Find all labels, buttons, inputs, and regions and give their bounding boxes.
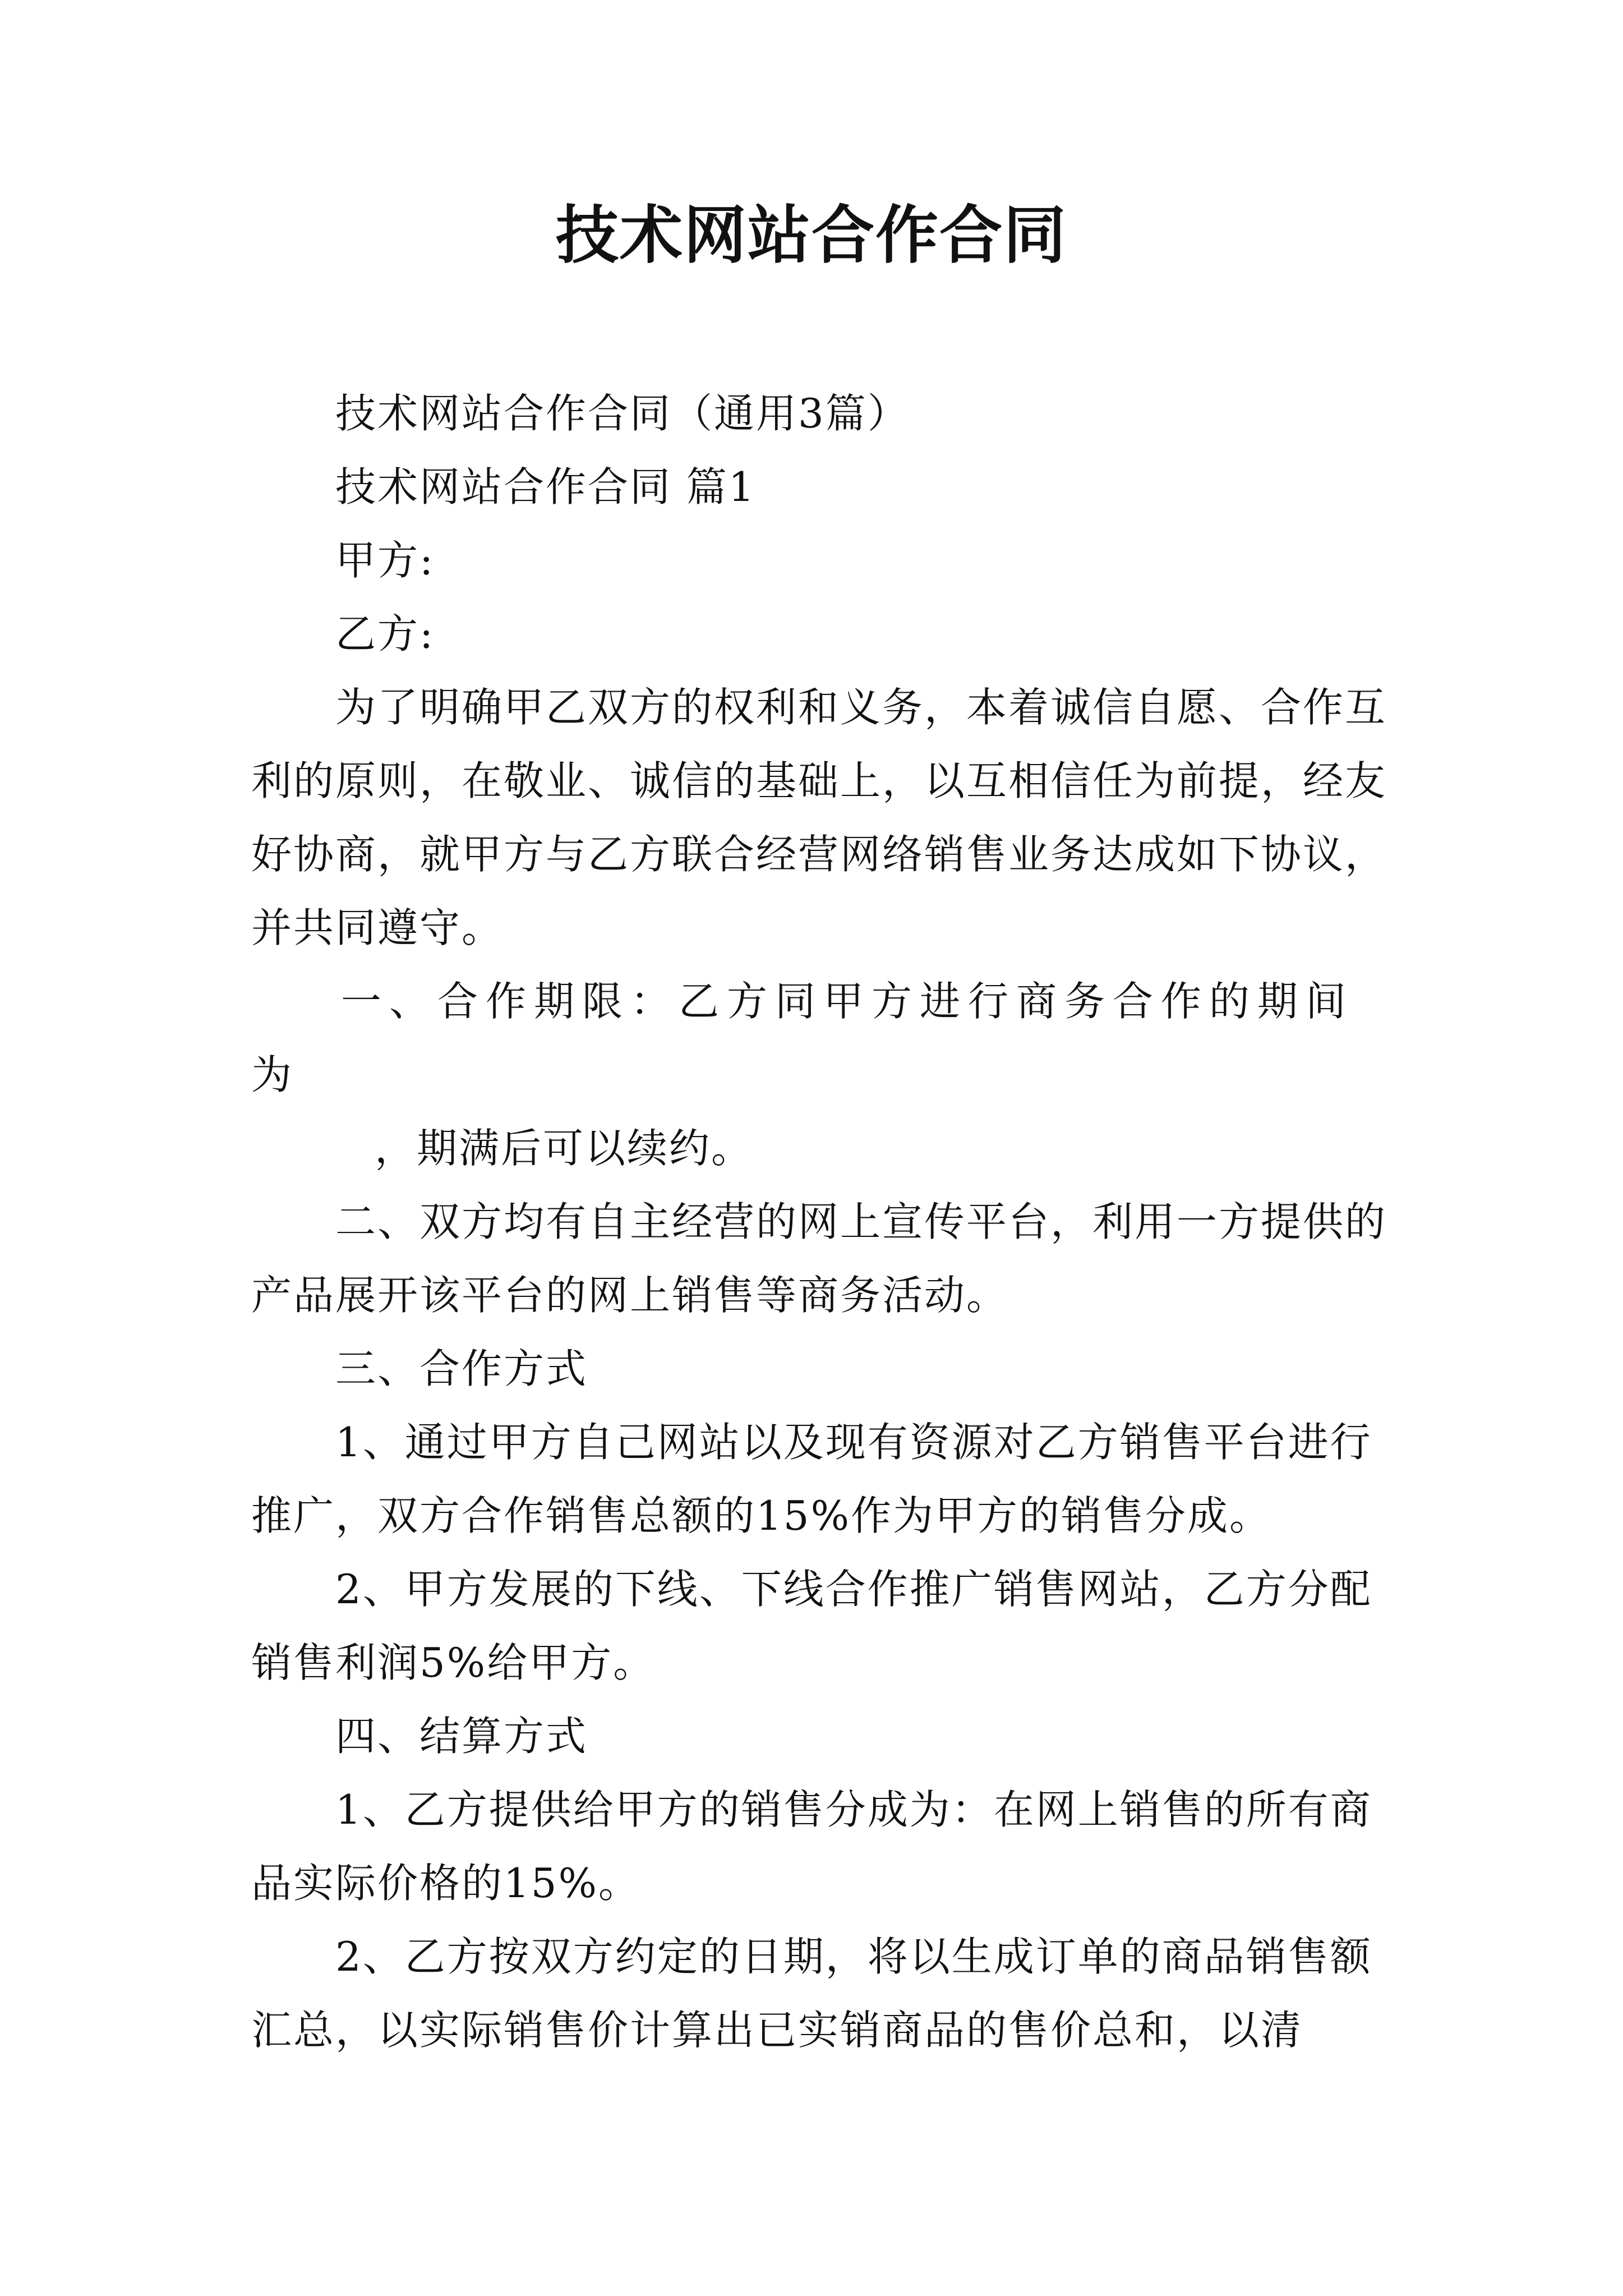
document-title: 技术网站合作合同 xyxy=(556,199,1067,272)
party-b-line: 乙方: xyxy=(335,610,435,657)
party-a-line: 甲方: xyxy=(335,537,435,584)
clause-settlement-item-1: 1、乙方提供给甲方的销售分成为：在网上销售的所有商品实际价格的15%。 xyxy=(251,1786,1372,1907)
clause-term-continuation: ，期满后可以续约。 xyxy=(375,1125,754,1172)
clause-cooperation-item-1: 1、通过甲方自己网站以及现有资源对乙方销售平台进行推广，双方合作销售总额的15%作为甲方的销售分成。 xyxy=(251,1419,1372,1539)
document-body xyxy=(251,377,1390,2067)
clause-platform: 二、双方均有自主经营的网上宣传平台，利用一方提供的产品展开该平台的网上销售等商务活动。 xyxy=(251,1198,1387,1319)
section-heading: 技术网站合作合同 篇1 xyxy=(335,463,756,510)
subtitle-line: 技术网站合作合同（通用3篇） xyxy=(335,390,910,437)
clause-settlement-heading: 四、结算方式 xyxy=(335,1713,588,1760)
clause-cooperation-heading: 三、合作方式 xyxy=(335,1345,588,1392)
clause-cooperation-item-2: 2、甲方发展的下线、下线合作推广销售网站，乙方分配销售利润5%给甲方。 xyxy=(251,1566,1372,1686)
preamble-paragraph: 为了明确甲乙双方的权利和义务，本着诚信自愿、合作互利的原则，在敬业、诚信的基础上，以互相信任为前提，经友好协商，就甲方与乙方联合经营网络销售业务达成如下协议，并共同遵守。 xyxy=(251,684,1387,951)
clause-settlement-item-2: 2、乙方按双方约定的日期，将以生成订单的商品销售额汇总，以实际销售价计算出已实销商品的售价总和，以清 xyxy=(251,1933,1372,2054)
clause-term: 一、合作期限：乙方同甲方进行商务合作的期间为 xyxy=(251,978,1354,1098)
